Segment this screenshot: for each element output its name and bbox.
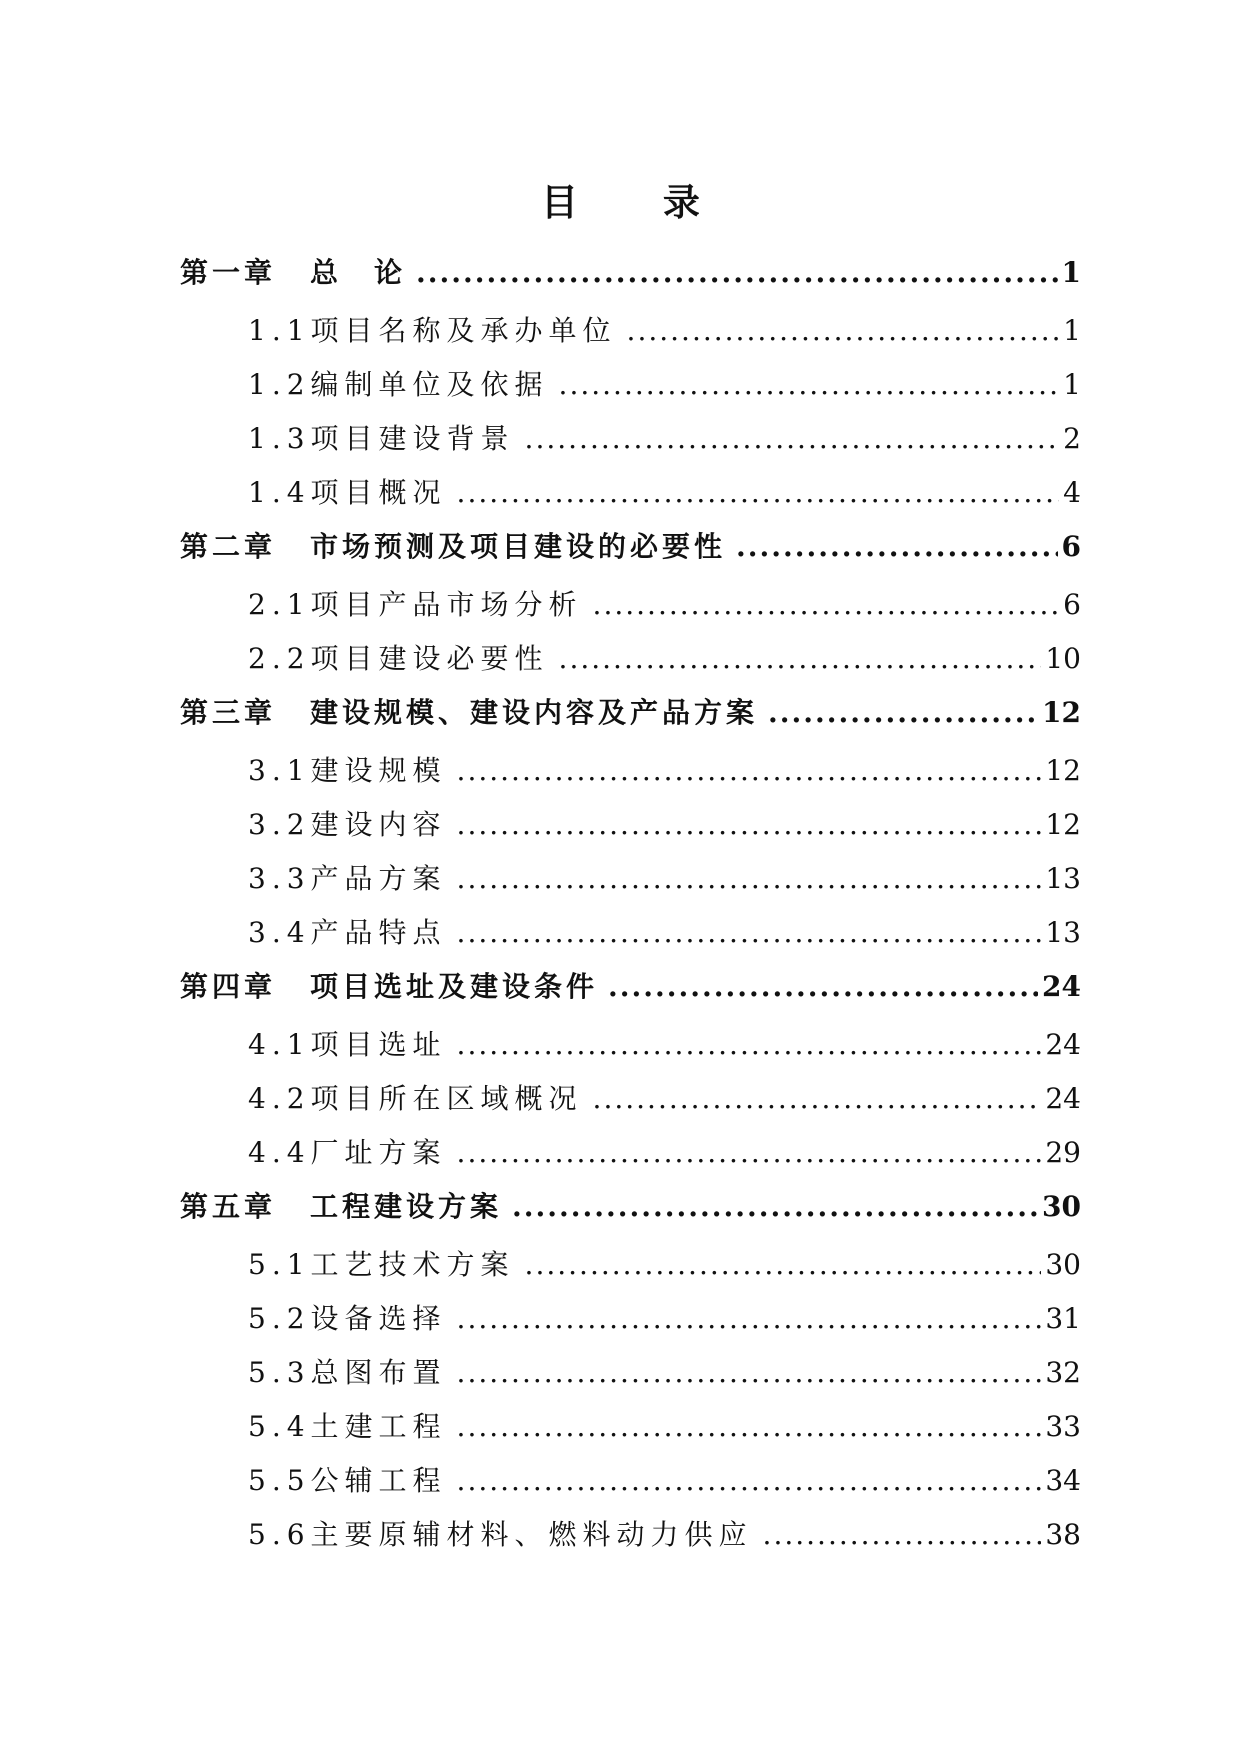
dot-leader bbox=[593, 1082, 1042, 1115]
entry-number: 5.3 bbox=[248, 1356, 311, 1389]
dot-leader bbox=[525, 1248, 1042, 1281]
entry-page-number: 12 bbox=[1042, 696, 1081, 729]
dot-leader bbox=[457, 1410, 1042, 1443]
entry-title: 产品方案 bbox=[310, 862, 447, 895]
entry-number: 2.2 bbox=[248, 642, 311, 675]
toc-section-entry[interactable] bbox=[180, 905, 1081, 959]
toc-section-entry[interactable] bbox=[180, 577, 1081, 631]
toc-section-entry[interactable] bbox=[180, 1453, 1081, 1507]
entry-page-number: 4 bbox=[1063, 476, 1081, 509]
toc-section-entry[interactable] bbox=[180, 631, 1081, 685]
entry-title: 公辅工程 bbox=[310, 1464, 447, 1497]
toc-section-entry[interactable] bbox=[180, 303, 1081, 357]
entry-title: 总图布置 bbox=[310, 1356, 447, 1389]
toc-section-entry[interactable] bbox=[180, 411, 1081, 465]
toc-chapter-entry[interactable] bbox=[180, 685, 1081, 743]
entry-number: 5.2 bbox=[248, 1302, 311, 1335]
entry-number: 3.2 bbox=[248, 808, 311, 841]
dot-leader bbox=[457, 476, 1060, 509]
entry-title: 项目选址及建设条件 bbox=[310, 970, 599, 1003]
entry-number: 1.2 bbox=[248, 368, 311, 401]
entry-title: 项目建设必要性 bbox=[310, 642, 549, 675]
dot-leader bbox=[457, 754, 1042, 787]
dot-leader bbox=[525, 422, 1060, 455]
entry-page-number: 32 bbox=[1045, 1356, 1081, 1389]
entry-title: 总 论 bbox=[310, 256, 407, 289]
dot-leader bbox=[736, 530, 1057, 563]
dot-leader bbox=[768, 696, 1038, 729]
toc-section-entry[interactable] bbox=[180, 1345, 1081, 1399]
dot-leader bbox=[457, 1464, 1042, 1497]
entry-page-number: 24 bbox=[1045, 1082, 1081, 1115]
entry-title: 建设规模 bbox=[310, 754, 447, 787]
toc-chapter-entry[interactable] bbox=[180, 519, 1081, 577]
dot-leader bbox=[457, 1028, 1042, 1061]
entry-page-number: 12 bbox=[1045, 754, 1081, 787]
toc-chapter-entry[interactable] bbox=[180, 245, 1081, 303]
dot-leader bbox=[457, 916, 1042, 949]
toc-section-entry[interactable] bbox=[180, 1237, 1081, 1291]
entry-number: 5.1 bbox=[248, 1248, 311, 1281]
entry-number: 5.6 bbox=[248, 1518, 311, 1551]
entry-page-number: 24 bbox=[1045, 1028, 1081, 1061]
entry-number: 第四章 bbox=[180, 970, 277, 1003]
dot-leader bbox=[559, 368, 1060, 401]
entry-number: 3.1 bbox=[248, 754, 311, 787]
toc-section-entry[interactable] bbox=[180, 357, 1081, 411]
entry-number: 5.5 bbox=[248, 1464, 311, 1497]
entry-page-number: 12 bbox=[1045, 808, 1081, 841]
entry-title: 建设规模、建设内容及产品方案 bbox=[310, 696, 759, 729]
entry-number: 1.3 bbox=[248, 422, 311, 455]
entry-page-number: 2 bbox=[1063, 422, 1081, 455]
entry-title: 编制单位及依据 bbox=[310, 368, 549, 401]
entry-page-number: 31 bbox=[1045, 1302, 1081, 1335]
entry-title: 项目选址 bbox=[310, 1028, 447, 1061]
entry-title: 工程建设方案 bbox=[310, 1190, 503, 1223]
table-of-contents bbox=[180, 245, 1081, 1561]
toc-section-entry[interactable] bbox=[180, 1291, 1081, 1345]
entry-page-number: 6 bbox=[1063, 588, 1081, 621]
toc-chapter-entry[interactable] bbox=[180, 959, 1081, 1017]
toc-section-entry[interactable] bbox=[180, 1125, 1081, 1179]
entry-page-number: 13 bbox=[1045, 862, 1081, 895]
entry-title: 设备选择 bbox=[310, 1302, 447, 1335]
toc-section-entry[interactable] bbox=[180, 797, 1081, 851]
toc-section-entry[interactable] bbox=[180, 851, 1081, 905]
dot-leader bbox=[763, 1518, 1042, 1551]
dot-leader bbox=[593, 588, 1060, 621]
entry-page-number: 13 bbox=[1045, 916, 1081, 949]
entry-number: 4.2 bbox=[248, 1082, 311, 1115]
entry-title: 项目产品市场分析 bbox=[310, 588, 583, 621]
entry-number: 3.4 bbox=[248, 916, 311, 949]
entry-title: 项目概况 bbox=[310, 476, 447, 509]
toc-section-entry[interactable] bbox=[180, 465, 1081, 519]
dot-leader bbox=[559, 642, 1042, 675]
entry-number: 3.3 bbox=[248, 862, 311, 895]
entry-page-number: 6 bbox=[1061, 530, 1081, 563]
entry-number: 4.1 bbox=[248, 1028, 311, 1061]
dot-leader bbox=[512, 1190, 1038, 1223]
toc-section-entry[interactable] bbox=[180, 1507, 1081, 1561]
entry-page-number: 38 bbox=[1045, 1518, 1081, 1551]
entry-page-number: 1 bbox=[1061, 256, 1081, 289]
entry-number: 1.1 bbox=[248, 314, 311, 347]
toc-section-entry[interactable] bbox=[180, 743, 1081, 797]
dot-leader bbox=[627, 314, 1060, 347]
entry-title: 工艺技术方案 bbox=[310, 1248, 515, 1281]
entry-title: 产品特点 bbox=[310, 916, 447, 949]
dot-leader bbox=[608, 970, 1038, 1003]
entry-number: 1.4 bbox=[248, 476, 311, 509]
entry-number: 2.1 bbox=[248, 588, 311, 621]
entry-title: 土建工程 bbox=[310, 1410, 447, 1443]
entry-number: 4.4 bbox=[248, 1136, 311, 1169]
entry-number: 第五章 bbox=[180, 1190, 277, 1223]
dot-leader bbox=[457, 1136, 1042, 1169]
toc-section-entry[interactable] bbox=[180, 1399, 1081, 1453]
entry-title: 项目建设背景 bbox=[310, 422, 515, 455]
entry-page-number: 1 bbox=[1063, 368, 1081, 401]
toc-section-entry[interactable] bbox=[180, 1071, 1081, 1125]
entry-page-number: 33 bbox=[1045, 1410, 1081, 1443]
dot-leader bbox=[457, 862, 1042, 895]
entry-page-number: 24 bbox=[1042, 970, 1081, 1003]
toc-title: 目 录 bbox=[541, 180, 736, 224]
entry-number: 第一章 bbox=[180, 256, 277, 289]
entry-page-number: 29 bbox=[1045, 1136, 1081, 1169]
entry-page-number: 30 bbox=[1042, 1190, 1081, 1223]
entry-page-number: 10 bbox=[1045, 642, 1081, 675]
entry-number: 5.4 bbox=[248, 1410, 311, 1443]
dot-leader bbox=[457, 1356, 1042, 1389]
entry-title: 建设内容 bbox=[310, 808, 447, 841]
dot-leader bbox=[457, 1302, 1042, 1335]
entry-page-number: 1 bbox=[1063, 314, 1081, 347]
entry-title: 厂址方案 bbox=[310, 1136, 447, 1169]
entry-number: 第三章 bbox=[180, 696, 277, 729]
entry-title: 市场预测及项目建设的必要性 bbox=[310, 530, 727, 563]
entry-title: 主要原辅材料、燃料动力供应 bbox=[310, 1518, 753, 1551]
entry-page-number: 30 bbox=[1045, 1248, 1081, 1281]
entry-number: 第二章 bbox=[180, 530, 277, 563]
entry-title: 项目所在区域概况 bbox=[310, 1082, 583, 1115]
dot-leader bbox=[416, 256, 1057, 289]
toc-chapter-entry[interactable] bbox=[180, 1179, 1081, 1237]
entry-page-number: 34 bbox=[1045, 1464, 1081, 1497]
toc-section-entry[interactable] bbox=[180, 1017, 1081, 1071]
entry-title: 项目名称及承办单位 bbox=[310, 314, 617, 347]
dot-leader bbox=[457, 808, 1042, 841]
